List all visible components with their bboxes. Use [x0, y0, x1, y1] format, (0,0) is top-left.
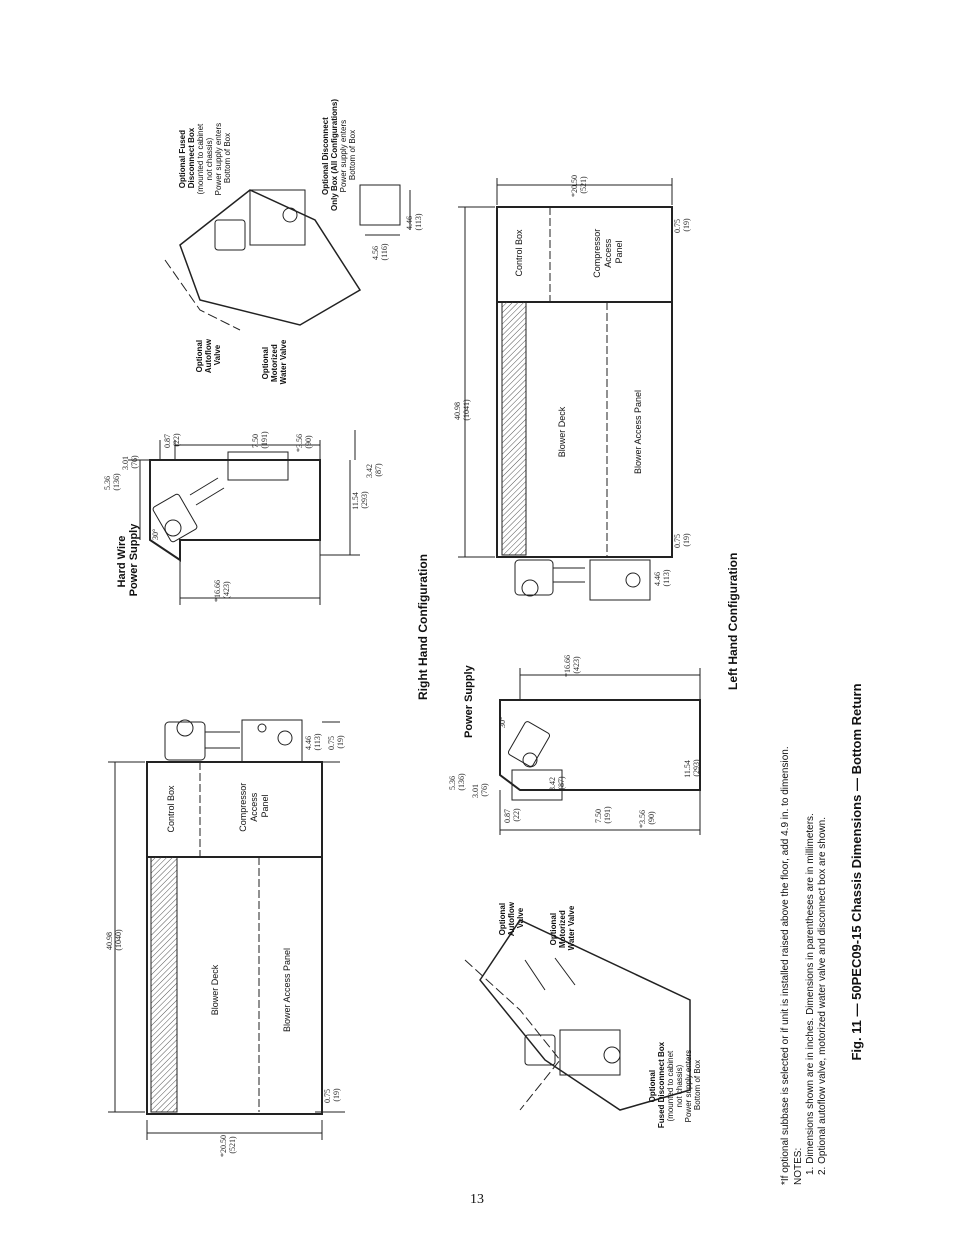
- rh-iso-labels: [498, 900, 702, 1128]
- lh-top-labels: [453, 173, 691, 587]
- svg-text:4.46 (113): 4.46 (113): [653, 569, 671, 587]
- svg-text:0.75 (19): 0.75 (19): [673, 533, 691, 548]
- svg-text:Optional Motorized: Optional Motorized Water Valve: [261, 339, 288, 385]
- rh-valve-assembly: [165, 720, 240, 760]
- svg-text:(mounted to cabinet not: (mounted to cabinet not chassis) Power supply enters Bottom of Box: [666, 1049, 702, 1123]
- svg-text:Optional Autoflow: Optional Autoflow Valve: [498, 902, 525, 937]
- svg-text:*20.50 (521): *20.50 (521): [219, 1135, 237, 1157]
- svg-text:*3.56 (90): *3.56 (90): [295, 434, 313, 452]
- svg-text:*16.66 (423): *16.66 (423): [563, 655, 581, 677]
- lh-disconnect-only-box: [360, 185, 400, 225]
- svg-text:Compressor Access: Compressor Access Panel: [238, 782, 270, 832]
- svg-text:0.75 (19): 0.75 (19): [673, 218, 691, 233]
- svg-text:3.42 (87): 3.42 (87): [365, 463, 383, 478]
- svg-text:Blower Access Panel: Blower Access Panel: [633, 389, 643, 475]
- svg-text:7.50 (191): 7.50 (191): [594, 806, 612, 824]
- svg-text:30°: 30°: [498, 716, 507, 728]
- svg-text:5.36 (136): 5.36 (136): [103, 473, 121, 491]
- lh-heading: Left Hand Configuration: [726, 552, 740, 690]
- rh-electrical-box: [242, 720, 302, 762]
- svg-text:Power supply enters Bott: Power supply enters Bottom of Box: [339, 119, 357, 193]
- rh-control-box-label: Control Box: [166, 785, 176, 833]
- svg-text:3.01 (76): 3.01 (76): [471, 783, 489, 798]
- rh-blower-access-label: Blower Access Panel: [282, 947, 292, 1033]
- rh-side-view: [128, 430, 360, 605]
- lh-top-view: [458, 178, 672, 600]
- figure-title: Fig. 11 — 50PEC09-15 Chassis Dimensions — Bottom Return: [849, 683, 864, 1061]
- svg-text:Hard Wire Power Supply: Hard Wire Power Supply: [116, 523, 140, 597]
- svg-text:11.54 (293): 11.54 (293): [683, 759, 701, 778]
- rh-blower-deck-label: Blower Deck: [210, 964, 220, 1016]
- rh-heading: Right Hand Configuration: [416, 554, 430, 700]
- svg-text:Power Supply: Power Supply: [463, 665, 475, 738]
- svg-text:Optional Motorized: Optional Motorized Water Valve: [549, 905, 576, 951]
- svg-text:30°: 30°: [151, 528, 160, 540]
- svg-text:Optional Autoflow: Optional Autoflow Valve: [195, 339, 222, 374]
- svg-text:0.87 (22): 0.87 (22): [503, 808, 521, 823]
- svg-text:Blower Deck: Blower Deck: [557, 406, 567, 458]
- rh-top-view: [108, 720, 345, 1140]
- svg-text:4.46 (113): 4.46 (113): [304, 733, 322, 751]
- svg-text:Control Box: Control Box: [514, 229, 524, 277]
- rh-side-valve: [152, 478, 224, 543]
- footnote: *If optional subbase is selected or if unit is installed raised above the floor, add 4.9 in. to dimension.: [780, 746, 791, 1185]
- svg-text:(mounted to cabinet not: (mounted to cabinet not chassis) Power supply enters Bottom of Box: [196, 122, 232, 196]
- note-1: 1. Dimensions shown are in inches. Dimensions in parentheses are in millimeters.: [805, 813, 816, 1175]
- svg-text:Compressor Access: Compressor Access Panel: [592, 228, 624, 278]
- lh-electrical-box: [590, 560, 650, 600]
- lh-side-valve: [507, 721, 550, 768]
- svg-text:Optional Fused Disconnec: Optional Fused Disconnect Box: [648, 1041, 666, 1129]
- svg-text:Optional Disconnect Only: Optional Disconnect Only Box (All Configurations): [321, 99, 339, 211]
- svg-text:*3.56 (90): *3.56 (90): [638, 810, 656, 828]
- svg-text:5.36 (136): 5.36 (136): [448, 773, 466, 791]
- svg-text:40.98 (1041): 40.98 (1041): [453, 399, 471, 421]
- notes-heading: NOTES:: [793, 1147, 804, 1185]
- svg-text:*20.50 (521): *20.50 (521): [570, 175, 588, 197]
- svg-text:4.46 (113): 4.46 (113): [405, 213, 423, 231]
- svg-text:0.75 (19): 0.75 (19): [327, 735, 345, 750]
- svg-text:11.54 (293): 11.54 (293): [351, 491, 369, 510]
- svg-text:0.87 (22): 0.87 (22): [163, 433, 181, 448]
- svg-text:3.01 (76): 3.01 (76): [121, 455, 139, 470]
- lh-side-labels: [448, 653, 701, 828]
- svg-text:7.50 (191): 7.50 (191): [251, 431, 269, 449]
- svg-text:*16.66 (423): *16.66 (423): [213, 580, 231, 602]
- svg-text:3.42 (87): 3.42 (87): [548, 776, 566, 791]
- lh-valve-assembly: [515, 560, 585, 596]
- svg-text:Optional Fused Disconnec: Optional Fused Disconnect Box: [178, 127, 196, 189]
- svg-text:40.98 (1040): 40.98 (1040): [105, 929, 123, 951]
- svg-text:4.56 (116): 4.56 (116): [371, 243, 389, 261]
- rh-top-labels: [105, 733, 345, 1157]
- svg-text:0.75 (19): 0.75 (19): [323, 1088, 341, 1103]
- note-2: 2. Optional autoflow valve, motorized water valve and disconnect box are shown.: [817, 817, 828, 1175]
- rh-side-labels: [103, 431, 383, 602]
- page-number: 13: [470, 1192, 484, 1207]
